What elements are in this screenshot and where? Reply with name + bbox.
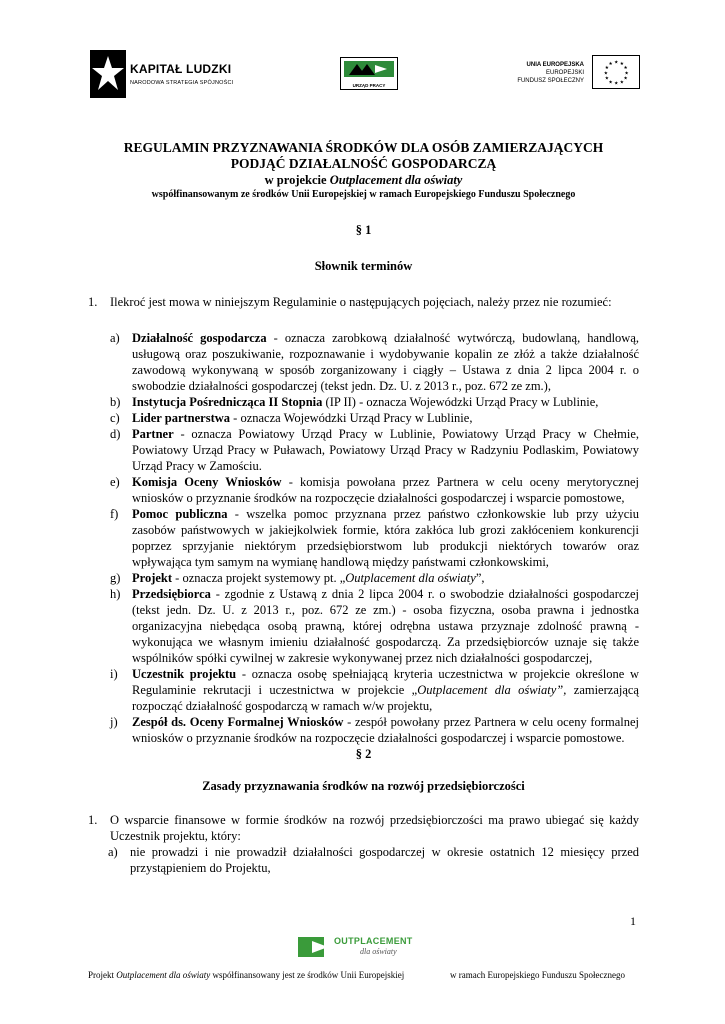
kl-title: KAPITAŁ LUDZKI [130, 62, 232, 76]
definition-letter: d) [110, 427, 121, 441]
page-number: 1 [630, 914, 636, 928]
svg-text:★: ★ [614, 81, 619, 87]
outplacement-arrow-icon [298, 933, 332, 961]
section-2-sign: § 2 [355, 747, 372, 761]
kl-subtitle: NARODOWA STRATEGIA SPÓJNOŚCI [130, 80, 234, 86]
eu-text [517, 61, 584, 85]
doc-title-line3 [88, 172, 639, 188]
definition-text: - oznacza projekt systemowy pt. „ [172, 571, 346, 585]
definition-letter: g) [110, 571, 121, 585]
definition-item [88, 474, 639, 506]
paragraph-text: O wsparcie finansowe w formie środków na rozwój przedsiębiorczości ma prawo ubiegać się każdy Uczestnik projektu, który: [110, 813, 639, 843]
doc-title-line2: PODJĄĆ DZIAŁALNOŚĆ GOSPODARCZĄ [230, 156, 497, 171]
eu-logo [500, 55, 640, 95]
definition-text: - oznacza zarobkową działalność wytwórczą, budowlaną, handlową, usługową oraz poszukiwanie, rozpoznawanie i wydobywanie kopalin ze złóż a także działalność zawodową wykonywaną w sposób zorganizowany i ciągły – Ustawa z dnia 2 lipca 2004 r. o swobodzie działalności gospodarczej (tekst jedn. Dz. U. z 2013 r., poz. 672 ze zm.), [132, 331, 639, 393]
definition-item [88, 506, 639, 570]
header-logos [0, 0, 725, 110]
svg-text:★: ★ [608, 80, 613, 86]
definition-item [88, 666, 639, 714]
definition-item [88, 426, 639, 474]
definition-term: Działalność gospodarcza [132, 331, 267, 345]
section-1-sign: § 1 [355, 223, 372, 237]
paragraph-number: 1. [88, 295, 98, 309]
definition-italic: Outplacement dla oświaty”, [417, 683, 567, 697]
footer-right: w ramach Europejskiego Funduszu Społecznego [450, 970, 625, 980]
svg-text:★: ★ [604, 76, 609, 82]
definition-letter: h) [110, 587, 121, 601]
definition-item [88, 714, 639, 746]
doc-title-line1: REGULAMIN PRZYZNAWANIA ŚRODKÓW DLA OSÓB ZAMIERZAJĄCYCH [123, 140, 604, 155]
svg-text:★: ★ [603, 71, 608, 77]
definition-item [88, 570, 639, 586]
definition-term: Przedsiębiorca [132, 587, 211, 601]
footer-text [88, 970, 648, 980]
doc-title-line4: współfinansowanym ze środków Unii Europejskiej w ramach Europejskiego Funduszu Społecznego [151, 189, 576, 200]
title-prefix: w projekcie [264, 173, 330, 187]
outplacement-subtitle: dla oświaty [360, 947, 397, 956]
svg-text:★: ★ [608, 61, 613, 67]
svg-text:★: ★ [623, 66, 628, 72]
paragraph-number: 1. [88, 813, 98, 827]
outplacement-logo [298, 933, 418, 963]
definition-term: Uczestnik projektu [132, 667, 237, 681]
paragraph-1 [88, 294, 639, 310]
definition-item [88, 410, 639, 426]
definition-italic: Outplacement dla oświaty [345, 571, 476, 585]
definition-letter: i) [110, 667, 118, 681]
definition-text: - oznacza Wojewódzki Urząd Pracy w Lublinie, [230, 411, 473, 425]
project-name: Outplacement dla oświaty [329, 173, 463, 187]
definition-term: Partner [132, 427, 174, 441]
definition-letter: f) [110, 507, 119, 521]
svg-text:★: ★ [619, 80, 624, 86]
urzad-pracy-label: URZĄD PRACY [352, 83, 386, 88]
paragraph-2-item-a [88, 844, 639, 876]
footer-left-a: Projekt [88, 970, 117, 980]
definition-item [88, 394, 639, 410]
section-2-title: Zasady przyznawania środków na rozwój przedsiębiorczości [202, 779, 525, 793]
definition-text: - oznacza Powiatowy Urząd Pracy w Lublinie, Powiatowy Urząd Pracy w Chełmie, Powiatowy Urząd Pracy w Puławach, Powiatowy Urząd Pracy w Radzyniu Podlaskim, Powiatowy Urząd Pracy w Zamościu. [132, 427, 639, 473]
kapital-ludzki-logo [90, 50, 250, 100]
outplacement-title: OUTPLACEMENT [334, 936, 413, 946]
definition-term: Lider partnerstwa [132, 411, 231, 425]
definition-text-end: ”, [475, 571, 485, 585]
urzad-pracy-logo [340, 57, 398, 90]
definitions-list [88, 330, 639, 746]
item-text: nie prowadzi i nie prowadził działalności gospodarczej w okresie ostatnich 12 miesięcy przed przystąpieniem do Projektu, [130, 845, 639, 875]
document-body [88, 140, 639, 876]
definition-text: (IP II) - oznacza Wojewódzki Urząd Pracy w Lublinie, [322, 395, 599, 409]
definition-term: Projekt [132, 571, 173, 585]
definition-item [88, 586, 639, 666]
star-icon [90, 50, 126, 98]
item-letter: a) [108, 845, 118, 859]
footer-left-c: współfinansowany jest ze środków Unii Europejskiej [210, 970, 405, 980]
eu-line2: EUROPEJSKI [545, 70, 584, 76]
svg-text:★: ★ [614, 60, 619, 66]
definition-item [88, 330, 639, 394]
definition-term: Pomoc publiczna [132, 507, 228, 521]
definition-letter: e) [110, 475, 120, 489]
svg-text:★: ★ [624, 71, 629, 77]
footer-left-project: Outplacement dla oświaty [116, 970, 211, 980]
definition-letter: a) [110, 331, 120, 345]
svg-text:★: ★ [619, 61, 624, 67]
arrows-icon [341, 58, 397, 80]
definition-text: - wszelka pomoc przyznana przez państwo członkowskie lub przy użyciu zasobów państwowych w jakiejkolwiek formie, która zakłóca lub grozi zakłóceniem konkurencji poprzez sprzyjanie niektórym przedsiębiorstwom lub produkcji niektórych towarów oraz wpływająca tym samym na wymianę handlową między państwami członkowskimi, [132, 507, 639, 569]
definition-text-end: zamierzającą rozpocząć działalność gospodarczą w ramach w/w projektu, [132, 683, 639, 713]
definition-letter: b) [110, 395, 121, 409]
definition-letter: j) [110, 715, 118, 729]
eu-flag-icon [592, 55, 640, 89]
svg-text:★: ★ [623, 76, 628, 82]
definition-text: - zespół powołany przez Partnera w celu oceny formalnej wniosków o przyznanie środków na rozpoczęcie działalności gospodarczej i wsparcie pomostowe. [132, 715, 639, 745]
definition-term: Instytucja Pośrednicząca II Stopnia [132, 395, 323, 409]
definition-text: - zgodnie z Ustawą z dnia 2 lipca 2004 r. o swobodzie działalności gospodarczej (tekst jedn. Dz. U. z 2013 r., poz. 672 ze zm.) - osoba fizyczna, osoba prawna i jednostka organizacyjna niebędąca osobą prawną, której odrębna ustawa przyznaje zdolność prawną - wykonująca we własnym imieniu działalność gospodarczą. Za przedsiębiorców uznaje się także wspólników spółki cywilnej w zakresie wykonywanej przez nich działalności gospodarczej, [132, 587, 639, 665]
svg-text:★: ★ [604, 66, 609, 72]
definition-text: - oznacza osobę spełniającą kryteria uczestnictwa w projekcie określone w Regulaminie rekrutacji i uczestnictwa w projekcie „ [132, 667, 639, 697]
section-1-title: Słownik terminów [314, 259, 413, 273]
definition-term: Komisja Oceny Wniosków [132, 475, 282, 489]
paragraph-text: Ilekroć jest mowa w niniejszym Regulaminie o następujących pojęciach, należy przez nie rozumieć: [110, 295, 612, 309]
definition-text: - komisja powołana przez Partnera w celu oceny merytorycznej wniosków o przyznanie środków na rozpoczęcie działalności gospodarczej i wsparcie pomostowe, [132, 475, 640, 505]
eu-line3: FUNDUSZ SPOŁECZNY [517, 78, 584, 84]
eu-line1: UNIA EUROPEJSKA [526, 62, 584, 68]
definition-letter: c) [110, 411, 120, 425]
paragraph-2 [88, 812, 639, 844]
definition-term: Zespół ds. Oceny Formalnej Wniosków [132, 715, 344, 729]
